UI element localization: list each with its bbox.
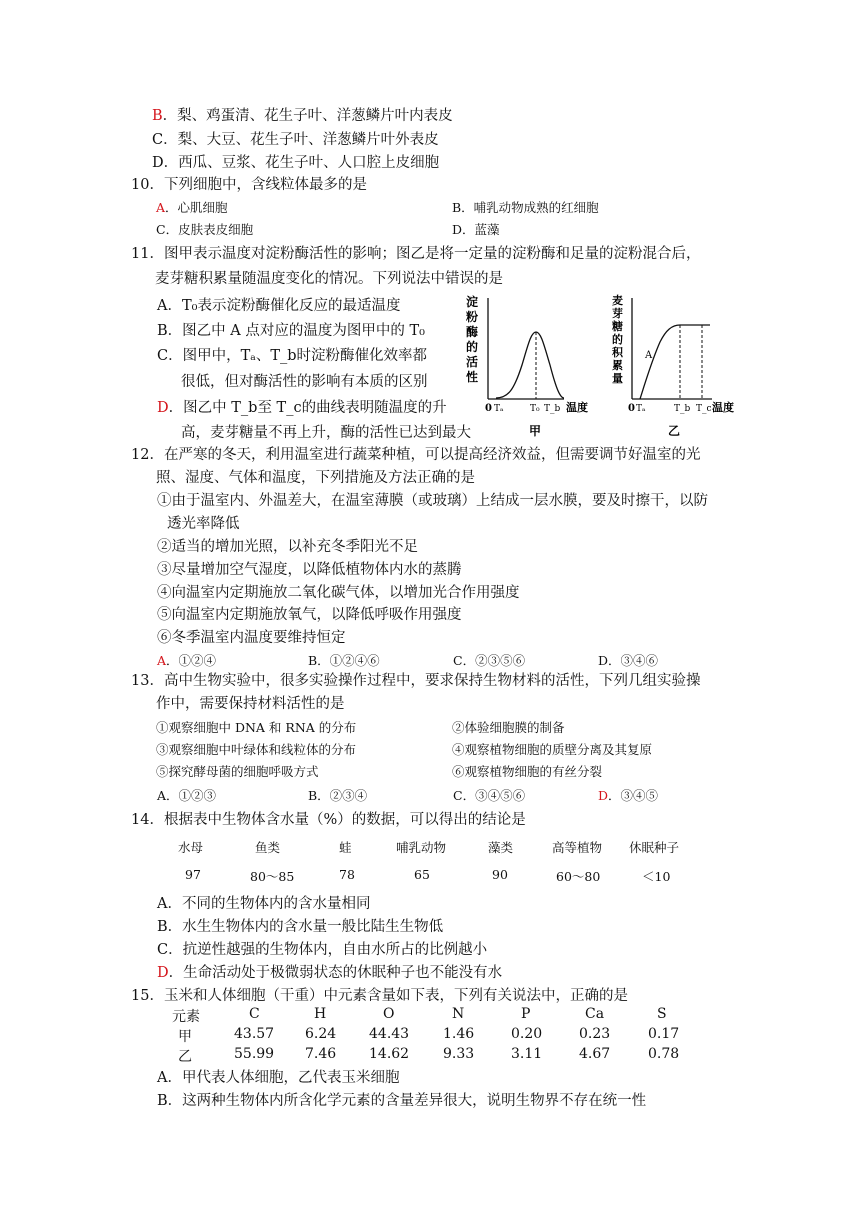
q15-header-3: O	[383, 1006, 395, 1022]
q15-stem: 15．玉米和人体细胞（干重）中元素含量如下表，下列有关说法中，正确的是	[131, 988, 628, 1004]
q11-stem-line2: 麦芽糖积累量随温度变化的情况。下列说法中错误的是	[155, 271, 503, 287]
q11-option-a: A．T₀表示淀粉酶催化反应的最适温度	[157, 298, 401, 314]
q15-yi-5: 3.11	[511, 1046, 543, 1062]
q15-yi-4: 9.33	[443, 1046, 475, 1062]
q12-stem-line2: 照、湿度、气体和温度，下列措施及方法正确的是	[156, 470, 475, 486]
q15-header-2: H	[314, 1006, 327, 1022]
q15-yi-6: 4.67	[579, 1046, 611, 1062]
q9-option-c: C．梨、大豆、花生子叶、洋葱鳞片叶外表皮	[152, 132, 439, 148]
q13-stem-line2: 作中，需要保持材料活性的是	[156, 696, 345, 712]
q14-header-1: 鱼类	[255, 840, 281, 855]
q15-jia-1: 43.57	[234, 1026, 275, 1042]
q15-header-7: S	[657, 1006, 667, 1022]
q13-option-c: C．③④⑤⑥	[453, 788, 526, 803]
fig-yi-tick-ta: Tₐ	[636, 404, 646, 414]
fig-yi-point-a: A	[645, 350, 653, 361]
fig-jia-tick-t0: T₀	[530, 404, 540, 414]
q15-yi-7: 0.78	[648, 1046, 680, 1062]
q15-header-6: Ca	[585, 1006, 605, 1022]
q14-value-1: 80～85	[250, 869, 295, 884]
fig-jia-xlabel: 温度	[566, 401, 588, 414]
q15-header-0: 元素	[172, 1009, 200, 1025]
q15-yi-3: 14.62	[369, 1046, 410, 1062]
q13-stem-line1: 13．高中生物实验中，很多实验操作过程中，要求保持生物材料的活性，下列几组实验操	[131, 673, 701, 689]
q14-value-2: 78	[339, 867, 355, 882]
q15-jia-5: 0.20	[511, 1026, 543, 1042]
q12-item-6: ⑥冬季温室内温度要维持恒定	[157, 630, 346, 646]
q15-jia-6: 0.23	[579, 1026, 611, 1042]
q10-option-d: D．蓝藻	[452, 222, 500, 237]
q10-stem: 10．下列细胞中，含线粒体最多的是	[131, 177, 367, 193]
fig-yi-ylabel-4: 的	[612, 333, 623, 346]
q15-jia-3: 44.43	[369, 1026, 410, 1042]
q13-option-a: A．①②③	[157, 788, 217, 803]
q11-stem-line1: 11．图甲表示温度对淀粉酶活性的影响；图乙是将一定量的淀粉酶和足量的淀粉混合后，	[131, 246, 701, 262]
fig-yi-xlabel: 温度	[712, 401, 734, 414]
q15-jia-7: 0.17	[648, 1026, 680, 1042]
fig-jia-origin: 0	[485, 403, 492, 414]
q14-header-5: 高等植物	[552, 840, 603, 855]
q14-stem: 14．根据表中生物体含水量（%）的数据，可以得出的结论是	[131, 812, 526, 828]
answer-letter: B	[152, 108, 163, 124]
q12-item-3: ③尽量增加空气湿度，以降低植物体内水的蒸腾	[157, 562, 462, 578]
q14-option-d: D．生命活动处于极微弱状态的休眠种子也不能没有水	[157, 965, 503, 981]
q14-value-5: 60～80	[556, 869, 601, 884]
fig-yi-caption: 乙	[668, 424, 681, 438]
q13-item-2: ②体验细胞膜的制备	[452, 720, 565, 735]
q13-option-b: B．②③④	[308, 788, 368, 803]
q13-item-4: ④观察植物细胞的质壁分离及其复原	[452, 742, 653, 757]
q11-option-b: B．图乙中 A 点对应的温度为图甲中的 T₀	[157, 323, 425, 339]
fig-yi-tick-tb: T_b	[674, 404, 691, 414]
q14-option-b: B．水生生物体内的含水量一般比陆生生物低	[157, 919, 444, 935]
q15-jia-0: 甲	[178, 1029, 192, 1045]
answer-letter: D	[157, 400, 169, 416]
q12-item-1-line1: ①由于温室内、外温差大，在温室薄膜（或玻璃）上结成一层水膜，要及时擦干，以防	[157, 493, 708, 509]
fig-yi-curve	[640, 325, 710, 399]
answer-letter: A	[157, 653, 167, 668]
fig-jia-ylabel-1: 淀	[466, 295, 479, 309]
q14-header-3: 哺乳动物	[396, 840, 447, 855]
fig-jia-tick-tb: T_b	[544, 404, 561, 414]
q15-header-5: P	[521, 1006, 531, 1022]
fig-yi-ylabel-1: 麦	[612, 294, 623, 307]
q15-yi-2: 7.46	[305, 1046, 337, 1062]
q13-option-d: D．③④⑤	[598, 788, 659, 803]
q12-option-a: A．①②④	[157, 653, 217, 668]
q14-option-c: C．抗逆性越强的生物体内，自由水所占的比例越小	[157, 942, 488, 958]
q12-option-d: D．③④⑥	[598, 653, 659, 668]
fig-jia-ylabel-4: 的	[466, 340, 479, 354]
q14-header-6: 休眠种子	[629, 840, 680, 855]
q13-item-3: ③观察细胞中叶绿体和线粒体的分布	[156, 742, 357, 757]
q12-item-4: ④向温室内定期施放二氧化碳气体，以增加光合作用强度	[157, 585, 520, 601]
q14-value-6: ＜10	[642, 869, 671, 884]
q14-option-a: A．不同的生物体内的含水量相同	[157, 896, 371, 912]
q15-jia-2: 6.24	[305, 1026, 337, 1042]
q14-value-4: 90	[492, 867, 508, 882]
q13-item-5: ⑤探究酵母菌的细胞呼吸方式	[156, 764, 319, 779]
q11-option-c-line2: 很低，但对酶活性的影响有本质的区别	[181, 374, 428, 390]
fig-yi-ylabel-6: 累	[612, 359, 623, 372]
q15-option-a: A．甲代表人体细胞，乙代表玉米细胞	[157, 1070, 400, 1086]
q13-item-1: ①观察细胞中 DNA 和 RNA 的分布	[156, 720, 357, 735]
q15-yi-1: 55.99	[234, 1046, 275, 1062]
answer-letter: A	[156, 200, 166, 215]
answer-letter: D	[157, 965, 169, 981]
q11-option-c-line1: C．图甲中，Tₐ、T_b时淀粉酶催化效率都	[157, 348, 428, 364]
q14-header-0: 水母	[178, 840, 204, 855]
fig-jia-ylabel-2: 粉	[466, 310, 479, 324]
figure-yi	[606, 290, 746, 440]
q11-option-d-line1: D．图乙中 T_b至 T_c的曲线表明随温度的升	[157, 400, 447, 416]
fig-yi-ylabel-7: 量	[612, 372, 623, 385]
answer-letter: D	[598, 788, 609, 803]
q12-item-2: ②适当的增加光照，以补充冬季阳光不足	[157, 539, 418, 555]
fig-jia-tick-ta: Tₐ	[494, 404, 504, 414]
fig-jia-curve	[496, 332, 564, 398]
q15-header-1: C	[249, 1006, 260, 1022]
q15-yi-0: 乙	[178, 1049, 192, 1065]
q14-value-0: 97	[185, 867, 201, 882]
q10-option-c: C．皮肤表皮细胞	[156, 222, 254, 237]
q12-item-5: ⑤向温室内定期施放氧气，以降低呼吸作用强度	[157, 607, 462, 623]
fig-jia-ylabel-3: 酶	[466, 325, 479, 339]
q15-header-4: N	[452, 1006, 465, 1022]
q14-value-3: 65	[414, 867, 430, 882]
q11-option-d-line2: 高，麦芽糖量不再上升，酶的活性已达到最大	[181, 425, 471, 441]
fig-yi-ylabel-2: 芽	[612, 307, 623, 320]
fig-yi-tick-tc: T_c	[696, 404, 712, 414]
q14-header-4: 藻类	[488, 840, 514, 855]
fig-yi-origin: 0	[628, 403, 635, 414]
q13-item-6: ⑥观察植物细胞的有丝分裂	[452, 764, 603, 779]
fig-yi-ylabel-5: 积	[612, 346, 623, 359]
q15-option-b: B．这两种生物体内所含化学元素的含量差异很大，说明生物界不存在统一性	[157, 1093, 647, 1109]
q12-item-1-line2: 透光率降低	[167, 516, 240, 532]
q10-option-a: A．心肌细胞	[156, 200, 228, 215]
fig-jia-caption: 甲	[529, 424, 542, 438]
figure-jia	[456, 290, 606, 440]
fig-jia-ylabel-6: 性	[466, 370, 479, 384]
fig-jia-ylabel-5: 活	[466, 355, 479, 369]
q9-option-b: B．梨、鸡蛋清、花生子叶、洋葱鳞片叶内表皮	[152, 108, 453, 124]
q12-option-b: B．①②④⑥	[308, 653, 380, 668]
fig-yi-ylabel-3: 糖	[612, 320, 623, 333]
q15-jia-4: 1.46	[443, 1026, 475, 1042]
q14-header-2: 蛙	[339, 840, 352, 855]
q12-option-c: C．②③⑤⑥	[453, 653, 526, 668]
q10-option-b: B．哺乳动物成熟的红细胞	[452, 200, 599, 215]
q12-stem-line1: 12．在严寒的冬天，利用温室进行蔬菜种植，可以提高经济效益，但需要调节好温室的光	[131, 447, 701, 463]
q9-option-d: D．西瓜、豆浆、花生子叶、人口腔上皮细胞	[152, 155, 440, 171]
